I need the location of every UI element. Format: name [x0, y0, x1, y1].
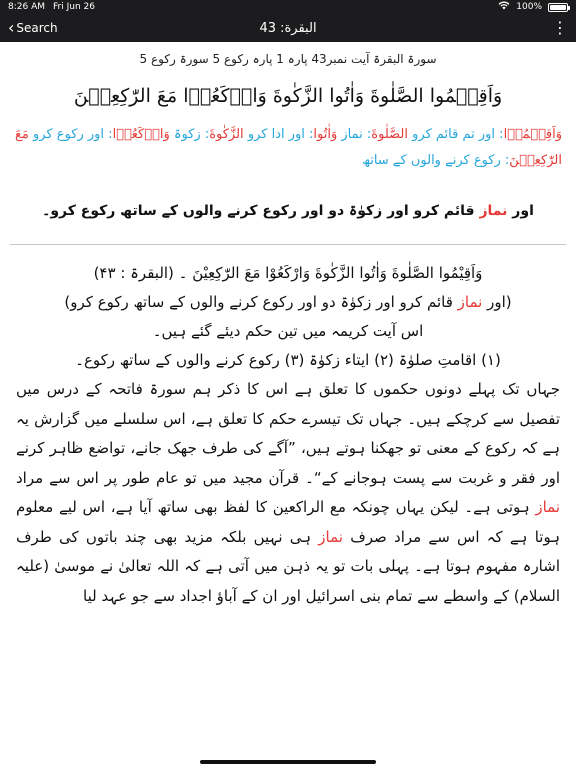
translation-post: قائم کرو اور زکوٰۃ دو اور رکوع کرنے والوں کے ساتھ رکوع کرو۔: [42, 203, 480, 219]
reader-content[interactable]: [0, 42, 576, 768]
tafsir-para1-end: ہوتی ہے۔ لیکن یہاں چونکہ مع الراکعین کا لفظ بھی ساتھ آیا ہے، اس لیے معلوم ہوتا ہے کہ اس سے مراد صرف: [16, 498, 560, 546]
status-bar: [0, 0, 576, 14]
back-button[interactable]: [8, 20, 58, 36]
wbw-urdu-meaning: اور تم قائم کرو: [412, 127, 496, 142]
tafsir-line-commands: اس آیت کریمہ میں تین حکم دیئے گئے ہیں۔: [152, 322, 424, 340]
tafsir-quote-pre: (اور: [482, 293, 512, 311]
wbw-separator: :: [495, 127, 504, 142]
wifi-icon: [498, 1, 510, 13]
chevron-left-icon: ‹: [8, 18, 15, 37]
tafsir-para1: جہاں تک پہلے دونوں حکموں کا تعلق ہے اس کا ذکر ہم سورۃ فاتحہ کے درس میں تفصیل سے کرچکے ہیں۔ جہاں تک تیسرے حکم کا تعلق ہے، اس سلسلے میں گزارش یہ ہے کہ رکوع کے معنی تو جھکنا ہوتے ہیں، ”آگے کی طرف جھک جانے، تواضع ظاہر کرنے اور فقر و غربت سے پست ہوجانے کے“۔ قرآن مجید میں تو عام طور پر اس سے مراد: [16, 380, 560, 487]
ayah-arabic-text: وَاَقِيۡمُوا الصَّلٰوةَ وَاٰتُوا الزَّكٰوةَ وَارۡكَعُوۡا مَعَ الرّٰكِعِيۡنَ: [73, 85, 503, 107]
wbw-arabic-word: وَاٰتُوا: [313, 127, 338, 142]
tafsir-para2: ہی نہیں بلکہ مزید بھی چند باتوں کی طرف اشارہ مفہوم ہوتا ہے۔ پہلی بات تو یہ ذہن میں آتی ہے کہ اللہ تعالیٰ نے موسیٰ (علیہ السلام) کے واسطے سے تمام بنی اسرائیل اور ان کے آباؤ اجداد سے جو عہد لیا: [16, 527, 560, 605]
wbw-urdu-meaning: رکوع کرنے والوں کے ساتھ: [362, 153, 501, 168]
status-time: 8:26 AM: [8, 2, 45, 12]
wbw-arabic-word: الصَّلٰوةَ: [371, 127, 408, 142]
tafsir-para1-highlight: نماز: [535, 498, 560, 516]
wbw-separator: :: [362, 127, 372, 142]
more-vertical-icon[interactable]: ⋮: [552, 18, 568, 37]
battery-fill: [550, 5, 566, 10]
tafsir-section: [0, 259, 576, 611]
page-title: البقرة: 43: [259, 20, 317, 36]
section-divider: [10, 244, 566, 245]
back-button-label: Search: [16, 21, 58, 35]
wbw-urdu-meaning: نماز: [341, 127, 363, 142]
tafsir-quote-post: قائم کرو اور زکوٰۃ دو اور رکوع کرنے والوں کے ساتھ رکوع کرو): [64, 293, 458, 311]
translation-highlight: نماز: [479, 203, 508, 219]
wbw-urdu-meaning: زکوۃ: [173, 127, 201, 142]
wbw-separator: :: [200, 127, 210, 142]
battery-percent: 100%: [516, 2, 542, 12]
verse-translation: [0, 198, 576, 224]
wbw-separator: :: [304, 127, 314, 142]
word-by-word-translation: [0, 122, 576, 174]
wbw-separator: :: [104, 127, 113, 142]
tafsir-line-list: (۱) اقامتِ صلوٰۃ (۲) ایتاء زکوٰۃ (۳) رکوع کرنے والوں کے ساتھ رکوع۔: [75, 351, 501, 369]
navigation-bar: [0, 14, 576, 42]
tafsir-quote-highlight: نماز: [457, 293, 483, 311]
tafsir-para2-highlight: نماز: [318, 527, 343, 546]
status-bar-right: [498, 1, 568, 13]
wbw-separator: :: [500, 153, 510, 168]
verse-reference: سورۃ البقرۃ آیت نمبر43 پارہ 1 پارہ رکوع 5 سورۃ رکوع 5: [139, 52, 437, 66]
tafsir-paragraph: [16, 375, 560, 611]
wbw-arabic-word: مَعَ الرّٰكِعِيۡنَ: [15, 127, 562, 168]
wbw-urdu-meaning: اور ادا کرو: [247, 127, 305, 142]
wbw-arabic-word: وَارۡكَعُوۡا: [112, 127, 170, 142]
translation-pre: اور: [507, 203, 534, 219]
status-date: Fri Jun 26: [53, 2, 95, 12]
home-indicator: [200, 760, 376, 764]
tafsir-quote-translation: [16, 288, 560, 317]
battery-icon: [548, 3, 568, 12]
status-bar-left: [8, 2, 95, 12]
wbw-arabic-word: وَاَقِيۡمُوۡا: [503, 127, 562, 142]
wbw-urdu-meaning: اور رکوع کرو: [33, 127, 105, 142]
wbw-arabic-word: الزَّكٰوةَ: [209, 127, 244, 142]
tafsir-quote-arabic: وَاَقِيْمُوا الصَّلٰوةَ وَاٰتُوا الزَّكٰوةَ وَارْكَعُوْا مَعَ الرّٰكِعِيْنَ ۔ (البقرۃ : ۴۳): [93, 264, 483, 282]
